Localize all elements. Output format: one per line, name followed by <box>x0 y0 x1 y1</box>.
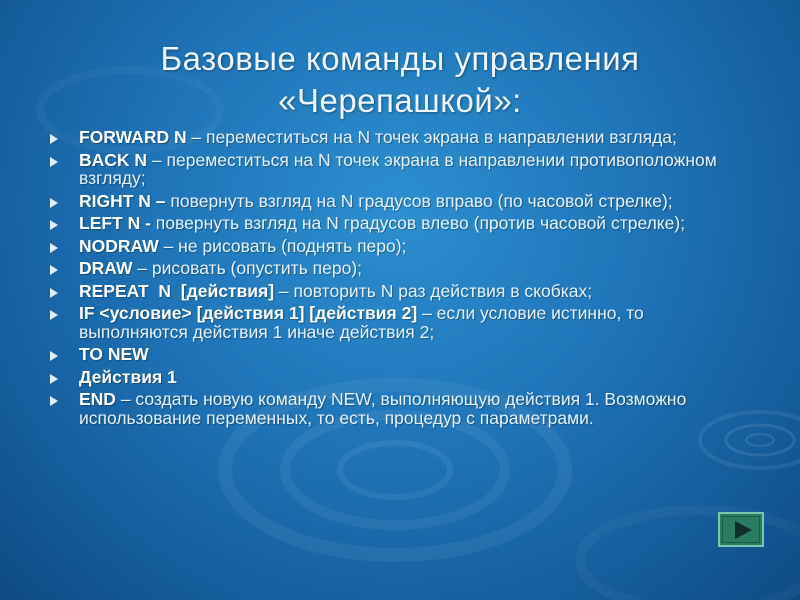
list-item <box>50 304 750 341</box>
command-description: – рисовать (опустить перо); <box>132 258 363 278</box>
command-list <box>50 128 750 431</box>
list-item <box>50 368 750 387</box>
command-description: – если условие истинно, то выполняются действия 1 иначе действия 2; <box>79 303 644 342</box>
command-description: – повторить N раз действия в скобках; <box>274 280 593 301</box>
bullet-arrow-icon <box>50 220 58 230</box>
command-name: RIGHT N – <box>79 190 166 211</box>
command-name: BACK N <box>79 149 148 170</box>
bullet-arrow-icon <box>50 134 58 144</box>
bullet-arrow-icon <box>50 157 58 167</box>
list-item <box>50 237 750 256</box>
bullet-arrow-icon <box>50 374 58 384</box>
command-name: FORWARD N <box>79 127 187 147</box>
next-slide-button[interactable] <box>718 512 764 547</box>
command-name: DRAW <box>79 258 133 278</box>
command-description: повернуть взгляд на N градусов влево (против часовой стрелке); <box>150 213 686 233</box>
command-name: IF <условие> [действия 1] [действия 2] <box>79 303 418 323</box>
command-description: – переместиться на N точек экрана в направлении взгляда; <box>186 127 677 147</box>
list-item <box>50 345 750 364</box>
command-description: – создать новую команду NEW, выполняющую действия 1. Возможно использование переменных, то есть, процедур с параметрами. <box>79 389 687 428</box>
bullet-arrow-icon <box>50 351 58 361</box>
title-line-1: Базовые команды управления <box>160 40 640 77</box>
command-name: NODRAW <box>79 235 159 256</box>
command-name: TO NEW <box>79 344 149 364</box>
command-name: REPEAT N [действия] <box>79 280 275 301</box>
bullet-arrow-icon <box>50 288 58 298</box>
bullet-arrow-icon <box>50 310 58 320</box>
command-name: END <box>79 389 116 409</box>
play-arrow-icon <box>735 521 752 539</box>
list-item <box>50 151 750 188</box>
command-description: – не рисовать (поднять перо); <box>158 235 407 256</box>
bullet-arrow-icon <box>50 243 58 253</box>
list-item <box>50 128 750 147</box>
list-item <box>50 214 750 233</box>
command-description: – переместиться на N точек экрана в направлении противоположном взгляду; <box>79 149 717 188</box>
command-name: Действия 1 <box>79 366 177 387</box>
bullet-arrow-icon <box>50 198 58 208</box>
command-description: повернуть взгляд на N градусов вправо (по часовой стрелке); <box>165 190 673 211</box>
title-line-2: «Черепашкой»: <box>278 82 522 119</box>
list-item <box>50 259 750 278</box>
command-name: LEFT N - <box>79 213 151 233</box>
list-item <box>50 282 750 301</box>
bullet-arrow-icon <box>50 396 58 406</box>
slide-title <box>0 38 800 122</box>
bullet-arrow-icon <box>50 265 58 275</box>
list-item <box>50 192 750 211</box>
list-item <box>50 390 750 427</box>
